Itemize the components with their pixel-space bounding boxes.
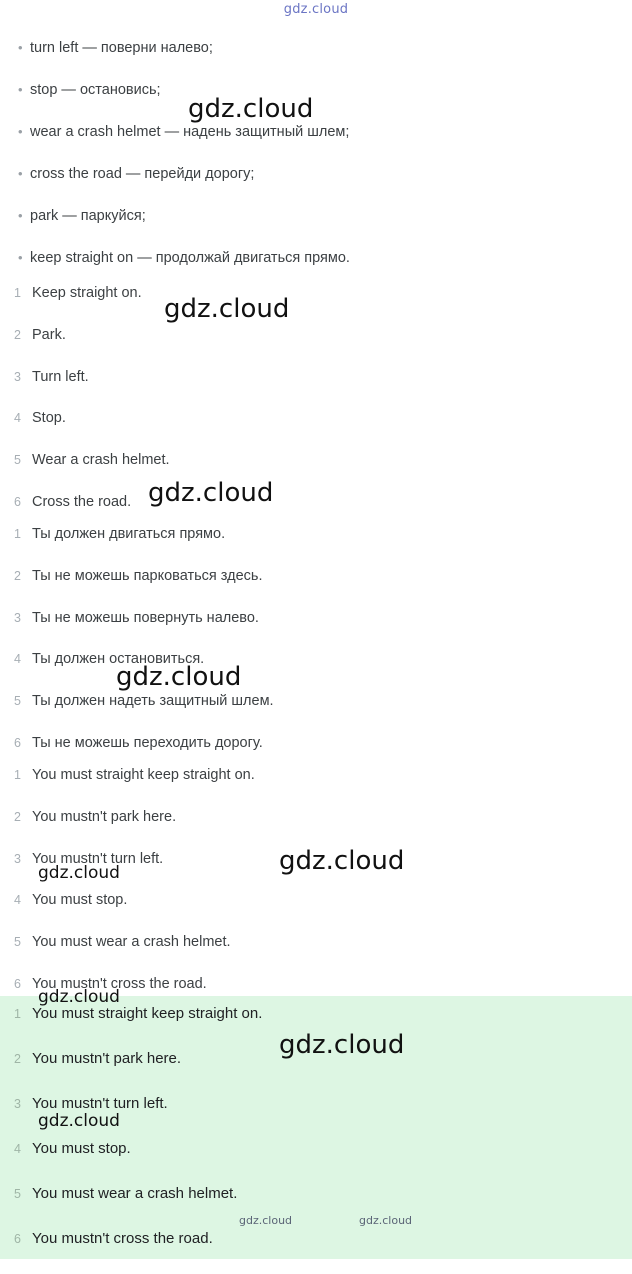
english-commands-list <box>0 283 632 534</box>
list-item-number: 2 <box>14 327 21 342</box>
english-answers-list <box>0 765 632 1016</box>
list-item-number: 1 <box>14 527 21 541</box>
list-item-text: You must straight keep straight on. <box>32 1005 263 1022</box>
list-item-number: 6 <box>14 494 21 509</box>
watermark-top: gdz.cloud <box>283 2 349 17</box>
list-item-text: Turn left. <box>32 368 89 385</box>
russian-translation-list <box>0 524 632 775</box>
list-item <box>0 450 632 492</box>
list-item-text: You mustn't cross the road. <box>32 975 207 992</box>
watermark: gdz.cloud <box>38 863 120 883</box>
list-item-text: Ты не можешь парковаться здесь. <box>32 567 263 584</box>
bullet-icon: • <box>18 82 23 97</box>
list-item <box>0 206 632 248</box>
list-item-text: You must wear a crash helmet. <box>32 1185 238 1202</box>
list-item-text: You must stop. <box>32 1140 131 1157</box>
list-item-text: stop — остановись; <box>30 82 161 98</box>
list-item <box>0 566 632 608</box>
list-item-text: Stop. <box>32 410 66 427</box>
list-item-text: You must stop. <box>32 892 128 909</box>
list-item <box>0 1139 632 1184</box>
list-item-number: 5 <box>14 1187 21 1201</box>
list-item-number: 5 <box>14 694 21 709</box>
list-item <box>0 807 632 849</box>
list-item <box>0 1049 632 1094</box>
list-item-text: You must straight keep straight on. <box>32 767 255 783</box>
list-item <box>0 849 632 891</box>
watermark: gdz.cloud <box>239 1214 293 1227</box>
list-item <box>0 1004 632 1049</box>
list-item-text: You must wear a crash helmet. <box>32 934 231 951</box>
list-item-number: 1 <box>14 768 21 782</box>
list-item <box>0 691 632 733</box>
list-item-number: 2 <box>14 1052 21 1066</box>
list-item-number: 2 <box>14 568 21 583</box>
list-item <box>0 325 632 367</box>
list-item-number: 4 <box>14 652 21 667</box>
list-item <box>0 38 632 80</box>
list-item-text: Ты должен двигаться прямо. <box>32 526 226 542</box>
list-item-text: park — паркуйся; <box>30 208 146 224</box>
list-item <box>0 367 632 409</box>
bullet-icon: • <box>18 208 23 223</box>
list-item-number: 5 <box>14 453 21 468</box>
list-item-text: You mustn't park here. <box>32 1050 182 1067</box>
watermark: gdz.cloud <box>116 662 242 692</box>
list-item <box>0 164 632 206</box>
list-item-number: 1 <box>14 286 21 300</box>
list-item-text: cross the road — перейди дорогу; <box>30 166 255 182</box>
list-item-text: turn left — поверни налево; <box>30 40 213 56</box>
list-item-number: 3 <box>14 1097 21 1111</box>
list-item <box>0 524 632 566</box>
watermark: gdz.cloud <box>279 846 405 876</box>
watermark: gdz.cloud <box>188 94 314 124</box>
watermark: gdz.cloud <box>38 1111 120 1131</box>
list-item-text: Ты должен надеть защитный шлем. <box>32 693 274 710</box>
list-item <box>0 283 632 325</box>
list-item-number: 5 <box>14 935 21 950</box>
watermark: gdz.cloud <box>38 987 120 1007</box>
list-item-text: Park. <box>32 326 66 343</box>
bullet-icon: • <box>18 40 23 55</box>
list-item-number: 3 <box>14 851 21 866</box>
list-item-number: 3 <box>14 369 21 384</box>
list-item <box>0 80 632 122</box>
list-item-text: You mustn't park here. <box>32 808 177 825</box>
list-item <box>0 408 632 450</box>
list-item-number: 1 <box>14 1007 21 1021</box>
list-item-number: 3 <box>14 610 21 625</box>
watermark: gdz.cloud <box>359 1214 413 1227</box>
list-item-text: Wear a crash helmet. <box>32 452 170 469</box>
list-item-number: 4 <box>14 893 21 908</box>
list-item <box>0 765 632 807</box>
list-item <box>0 890 632 932</box>
list-item <box>0 1229 632 1274</box>
list-item-text: You mustn't turn left. <box>32 850 164 867</box>
watermark: gdz.cloud <box>148 478 274 508</box>
bullet-icon: • <box>18 166 23 181</box>
list-item-number: 6 <box>14 1232 21 1246</box>
list-item-text: keep straight on — продолжай двигаться прямо. <box>30 250 350 266</box>
list-item <box>0 932 632 974</box>
list-item <box>0 608 632 650</box>
list-item-text: You mustn't cross the road. <box>32 1230 213 1247</box>
watermark: gdz.cloud <box>164 294 290 324</box>
list-item-text: wear a crash helmet — надень защитный шлем; <box>30 124 350 140</box>
list-item-number: 4 <box>14 411 21 426</box>
list-item-text: Keep straight on. <box>32 285 142 301</box>
list-item <box>0 1184 632 1229</box>
highlighted-answer-block <box>0 996 632 1259</box>
list-item-text: Cross the road. <box>32 493 132 510</box>
list-item-number: 6 <box>14 976 21 991</box>
list-item-text: You mustn't turn left. <box>32 1095 168 1112</box>
list-item-number: 4 <box>14 1142 21 1156</box>
list-item-number: 6 <box>14 735 21 750</box>
list-item-number: 2 <box>14 809 21 824</box>
list-item <box>0 1094 632 1139</box>
highlighted-answers-list <box>0 1004 632 1274</box>
vocabulary-list <box>0 38 632 290</box>
list-item <box>0 122 632 164</box>
list-item-text: Ты должен остановиться. <box>32 651 205 668</box>
watermark: gdz.cloud <box>279 1030 405 1060</box>
list-item <box>0 649 632 691</box>
bullet-icon: • <box>18 250 23 265</box>
list-item-text: Ты не можешь переходить дорогу. <box>32 734 263 751</box>
list-item-text: Ты не можешь повернуть налево. <box>32 609 259 626</box>
bullet-icon: • <box>18 124 23 139</box>
